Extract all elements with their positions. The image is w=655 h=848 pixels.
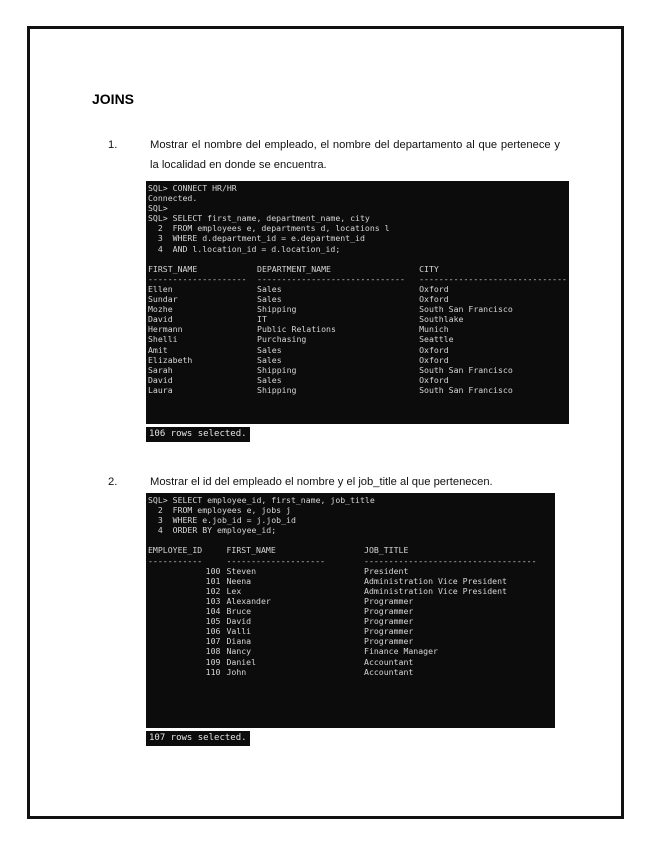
table-row — [148, 586, 553, 596]
table-cell: 100 — [205, 565, 221, 576]
table-cell: Sales — [257, 294, 282, 305]
console-command-line: Connected. — [148, 193, 198, 204]
result-table — [148, 264, 567, 395]
table-cell: 101 — [205, 575, 221, 586]
table-cell: 104 — [205, 606, 221, 617]
table-row — [148, 606, 553, 616]
table-cell: 106 — [205, 626, 221, 637]
table-cell: Administration Vice President — [364, 575, 507, 586]
table-cell: 102 — [205, 585, 221, 596]
table-row — [148, 385, 567, 395]
table-cell: 107 — [205, 636, 221, 647]
table-cell: 103 — [205, 595, 221, 606]
table-cell: JOB_TITLE — [364, 545, 409, 556]
table-row — [148, 576, 553, 586]
table-cell: 105 — [205, 616, 221, 627]
sql-console-1 — [146, 181, 569, 424]
table-cell: ----------------------------------- — [364, 555, 537, 566]
table-row — [148, 616, 553, 626]
table-row — [148, 284, 567, 294]
table-cell: Shipping — [257, 364, 297, 375]
table-cell: Public Relations — [257, 324, 336, 335]
table-cell: Sarah — [148, 364, 173, 375]
table-cell: IT — [257, 314, 267, 325]
table-cell: David — [148, 314, 173, 325]
table-cell: Amit — [148, 344, 168, 355]
table-cell: Daniel — [226, 656, 257, 667]
table-cell: John — [226, 666, 247, 677]
table-row — [148, 375, 567, 385]
item-text: Mostrar el id del empleado el nombre y el job_title al que pertenecen. — [150, 476, 493, 488]
table-cell: Munich — [419, 324, 449, 335]
table-cell: 109 — [205, 656, 221, 667]
table-cell: Sales — [257, 283, 282, 294]
table-cell: Programmer — [364, 606, 414, 617]
table-cell: DEPARTMENT_NAME — [257, 263, 331, 274]
table-cell: David — [148, 374, 173, 385]
table-cell: Sales — [257, 354, 282, 365]
table-cell: Diana — [226, 636, 252, 647]
table-cell: Shelli — [148, 334, 178, 345]
table-cell: Oxford — [419, 344, 449, 355]
console-command-line: SQL> SELECT employee_id, first_name, job_title — [148, 495, 375, 505]
table-row — [148, 355, 567, 365]
table-cell: Oxford — [419, 374, 449, 385]
table-cell: Purchasing — [257, 334, 307, 345]
table-cell: Accountant — [364, 666, 414, 677]
table-cell: Elizabeth — [148, 354, 193, 365]
table-cell: Shipping — [257, 304, 297, 315]
table-cell: Alexander — [226, 595, 271, 606]
table-cell: Lex — [226, 585, 242, 596]
table-cell: South San Francisco — [419, 384, 513, 395]
table-cell: FIRST_NAME — [148, 263, 198, 274]
table-cell: EMPLOYEE_ID — [148, 545, 203, 556]
table-cell: Bruce — [226, 606, 252, 617]
table-cell: -------------------- — [148, 273, 247, 284]
table-cell: Programmer — [364, 636, 414, 647]
item-number: 2. — [108, 476, 118, 488]
table-cell: CITY — [419, 263, 439, 274]
table-cell: Seattle — [419, 334, 454, 345]
table-cell: Finance Manager — [364, 646, 438, 657]
table-cell: ------------------------------ — [419, 273, 567, 284]
console-command-line: 4 AND l.location_id = d.location_id; — [148, 243, 341, 254]
table-row — [148, 334, 567, 344]
console-spacer — [148, 254, 567, 264]
result-table — [148, 545, 553, 676]
table-cell: Mozhe — [148, 304, 173, 315]
console-command-line: SQL> SELECT first_name, department_name, city — [148, 213, 370, 224]
table-cell: 108 — [205, 646, 221, 657]
console-command-line: 2 FROM employees e, jobs j — [148, 505, 291, 516]
table-cell: South San Francisco — [419, 304, 513, 315]
table-cell: President — [364, 565, 409, 576]
table-row — [148, 314, 567, 324]
table-cell: Administration Vice President — [364, 585, 507, 596]
rows-selected-1: 106 rows selected. — [146, 427, 250, 442]
console-command-line: 3 WHERE d.department_id = e.department_id — [148, 233, 365, 244]
table-row — [148, 636, 553, 646]
console-command-line: SQL> — [148, 203, 168, 214]
table-row — [148, 667, 553, 677]
table-row — [148, 596, 553, 606]
table-row — [148, 365, 567, 375]
table-cell: Neena — [226, 575, 252, 586]
console-command-line: SQL> CONNECT HR/HR — [148, 183, 237, 193]
table-cell: Programmer — [364, 616, 414, 627]
console-command-line: 4 ORDER BY employee_id; — [148, 525, 277, 536]
table-cell: South San Francisco — [419, 364, 513, 375]
table-cell: Southlake — [419, 314, 464, 325]
console-commands — [148, 495, 553, 535]
item-text: Mostrar el nombre del empleado, el nombre del departamento al que pertenece y la localidad en donde se encuentra. — [150, 139, 560, 171]
table-row — [148, 566, 553, 576]
table-cell: Programmer — [364, 595, 414, 606]
table-header-row — [148, 545, 553, 555]
table-cell: Nancy — [226, 646, 252, 657]
table-row — [148, 304, 567, 314]
table-cell: 110 — [205, 666, 221, 677]
table-header-row — [148, 264, 567, 274]
table-cell: Accountant — [364, 656, 414, 667]
table-cell: Hermann — [148, 324, 183, 335]
table-cell: Oxford — [419, 354, 449, 365]
table-cell: Laura — [148, 384, 173, 395]
table-cell: ------------------------------ — [257, 273, 405, 284]
table-row — [148, 646, 553, 656]
table-row — [148, 324, 567, 334]
table-cell: FIRST_NAME — [226, 545, 276, 556]
console-commands — [148, 183, 567, 254]
sql-console-2 — [146, 493, 555, 728]
table-cell: Programmer — [364, 626, 414, 637]
table-header-underline — [148, 556, 553, 566]
table-row — [148, 657, 553, 667]
console-command-line: 2 FROM employees e, departments d, locations l — [148, 223, 390, 234]
table-cell: Oxford — [419, 283, 449, 294]
table-header-underline — [148, 274, 567, 284]
console-spacer — [148, 535, 553, 545]
table-cell: Sales — [257, 374, 282, 385]
table-cell: Valli — [226, 626, 252, 637]
table-cell: Steven — [226, 565, 257, 576]
table-row — [148, 294, 567, 304]
table-cell: Oxford — [419, 294, 449, 305]
item-number: 1. — [108, 139, 118, 151]
console-command-line: 3 WHERE e.job_id = j.job_id — [148, 515, 296, 526]
table-row — [148, 626, 553, 636]
table-cell: Ellen — [148, 283, 173, 294]
table-cell: ----------- — [148, 555, 203, 566]
rows-selected-2: 107 rows selected. — [146, 731, 250, 746]
table-cell: David — [226, 616, 252, 627]
page-title: JOINS — [92, 91, 135, 107]
table-cell: -------------------- — [226, 555, 326, 566]
table-cell: Sundar — [148, 294, 178, 305]
table-cell: Sales — [257, 344, 282, 355]
table-row — [148, 345, 567, 355]
table-cell: Shipping — [257, 384, 297, 395]
